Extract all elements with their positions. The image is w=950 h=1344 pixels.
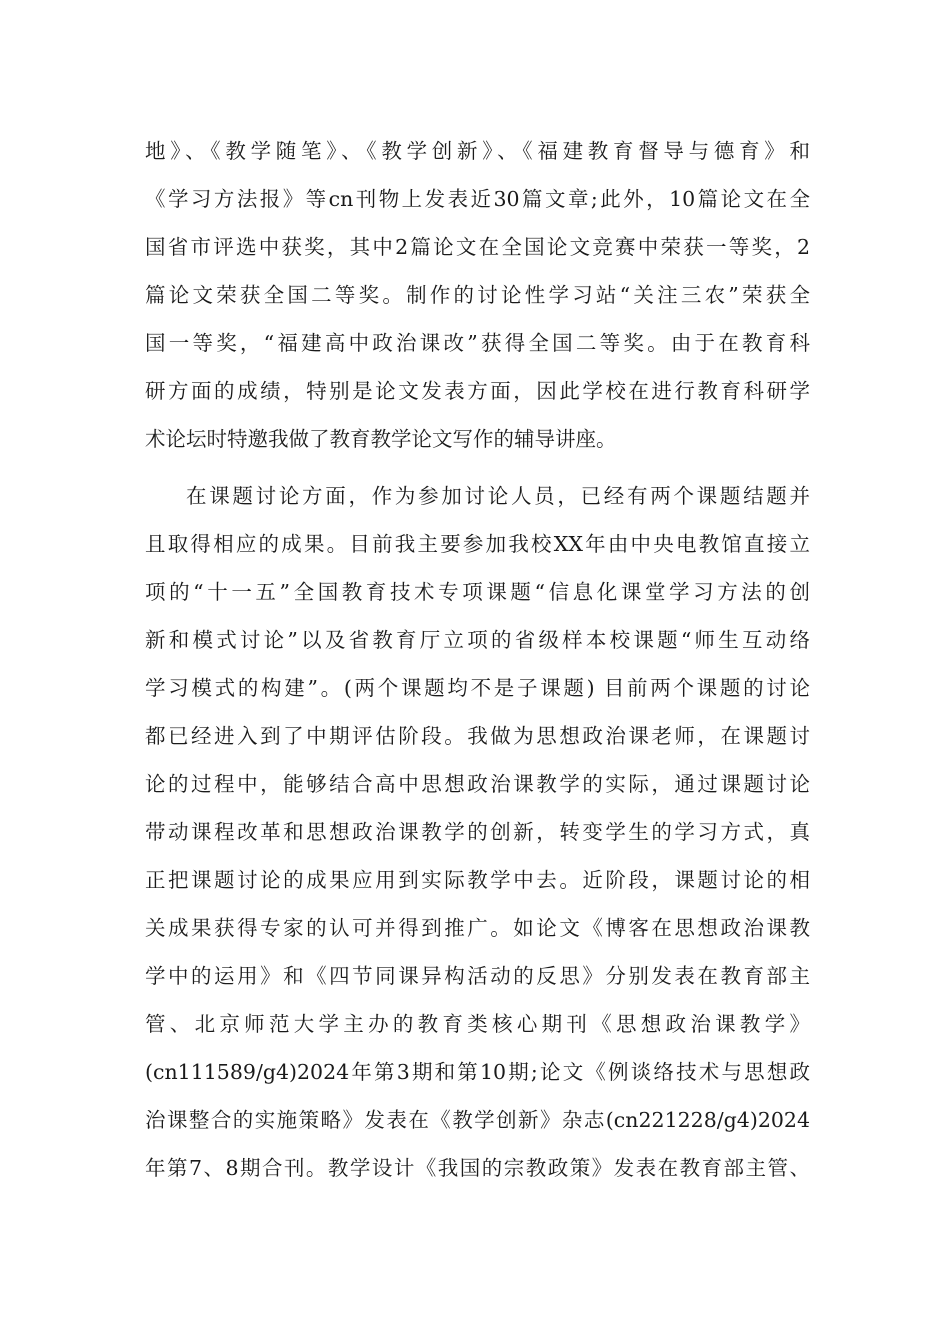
text-line: 学中的运用》和《四节同课异构活动的反思》分别发表在教育部主 <box>145 964 810 988</box>
text-line: 项的“十一五”全国教育技术专项课题“信息化课堂学习方法的创 <box>145 580 810 604</box>
text-line: 《学习方法报》等cn刊物上发表近30篇文章;此外，10篇论文在全 <box>145 187 810 211</box>
text-line: 学习模式的构建”。(两个课题均不是子课题) 目前两个课题的讨论 <box>145 676 810 700</box>
paragraph-publications <box>145 127 810 463</box>
text-line: 且取得相应的成果。目前我主要参加我校XX年由中央电教馆直接立 <box>145 532 810 556</box>
text-line: 研方面的成绩，特别是论文发表方面，因此学校在进行教育科研学 <box>145 379 810 403</box>
text-line: (cn111589/g4)2024年第3期和第10期;论文《例谈络技术与思想政 <box>145 1060 810 1084</box>
text-line: 篇论文荣获全国二等奖。制作的讨论性学习站“关注三农”荣获全 <box>145 283 810 307</box>
text-line: 都已经进入到了中期评估阶段。我做为思想政治课老师，在课题讨 <box>145 724 810 748</box>
text-line: 在课题讨论方面，作为参加讨论人员，已经有两个课题结题并 <box>186 484 810 508</box>
text-line: 国省市评选中获奖，其中2篇论文在全国论文竞赛中荣获一等奖，2 <box>145 235 810 259</box>
text-line: 新和模式讨论”以及省教育厅立项的省级样本校课题“师生互动络 <box>145 628 810 652</box>
text-line: 管、北京师范大学主办的教育类核心期刊《思想政治课教学》 <box>145 1012 810 1036</box>
text-line: 治课整合的实施策略》发表在《教学创新》杂志(cn221228/g4)2024 <box>145 1108 810 1132</box>
paragraph-research-projects <box>145 472 810 1192</box>
text-line: 年第7、8期合刊。教学设计《我国的宗教政策》发表在教育部主管、 <box>145 1156 810 1180</box>
text-line: 地》、《教学随笔》、《教学创新》、《福建教育督导与德育》和 <box>145 139 810 163</box>
text-line: 术论坛时特邀我做了教育教学论文写作的辅导讲座。 <box>145 427 617 451</box>
text-line: 正把课题讨论的成果应用到实际教学中去。近阶段，课题讨论的相 <box>145 868 810 892</box>
text-line: 论的过程中，能够结合高中思想政治课教学的实际，通过课题讨论 <box>145 772 810 796</box>
text-line: 国一等奖，“福建高中政治课改”获得全国二等奖。由于在教育科 <box>145 331 810 355</box>
text-line: 带动课程改革和思想政治课教学的创新，转变学生的学习方式，真 <box>145 820 810 844</box>
text-line: 关成果获得专家的认可并得到推广。如论文《博客在思想政治课教 <box>145 916 810 940</box>
